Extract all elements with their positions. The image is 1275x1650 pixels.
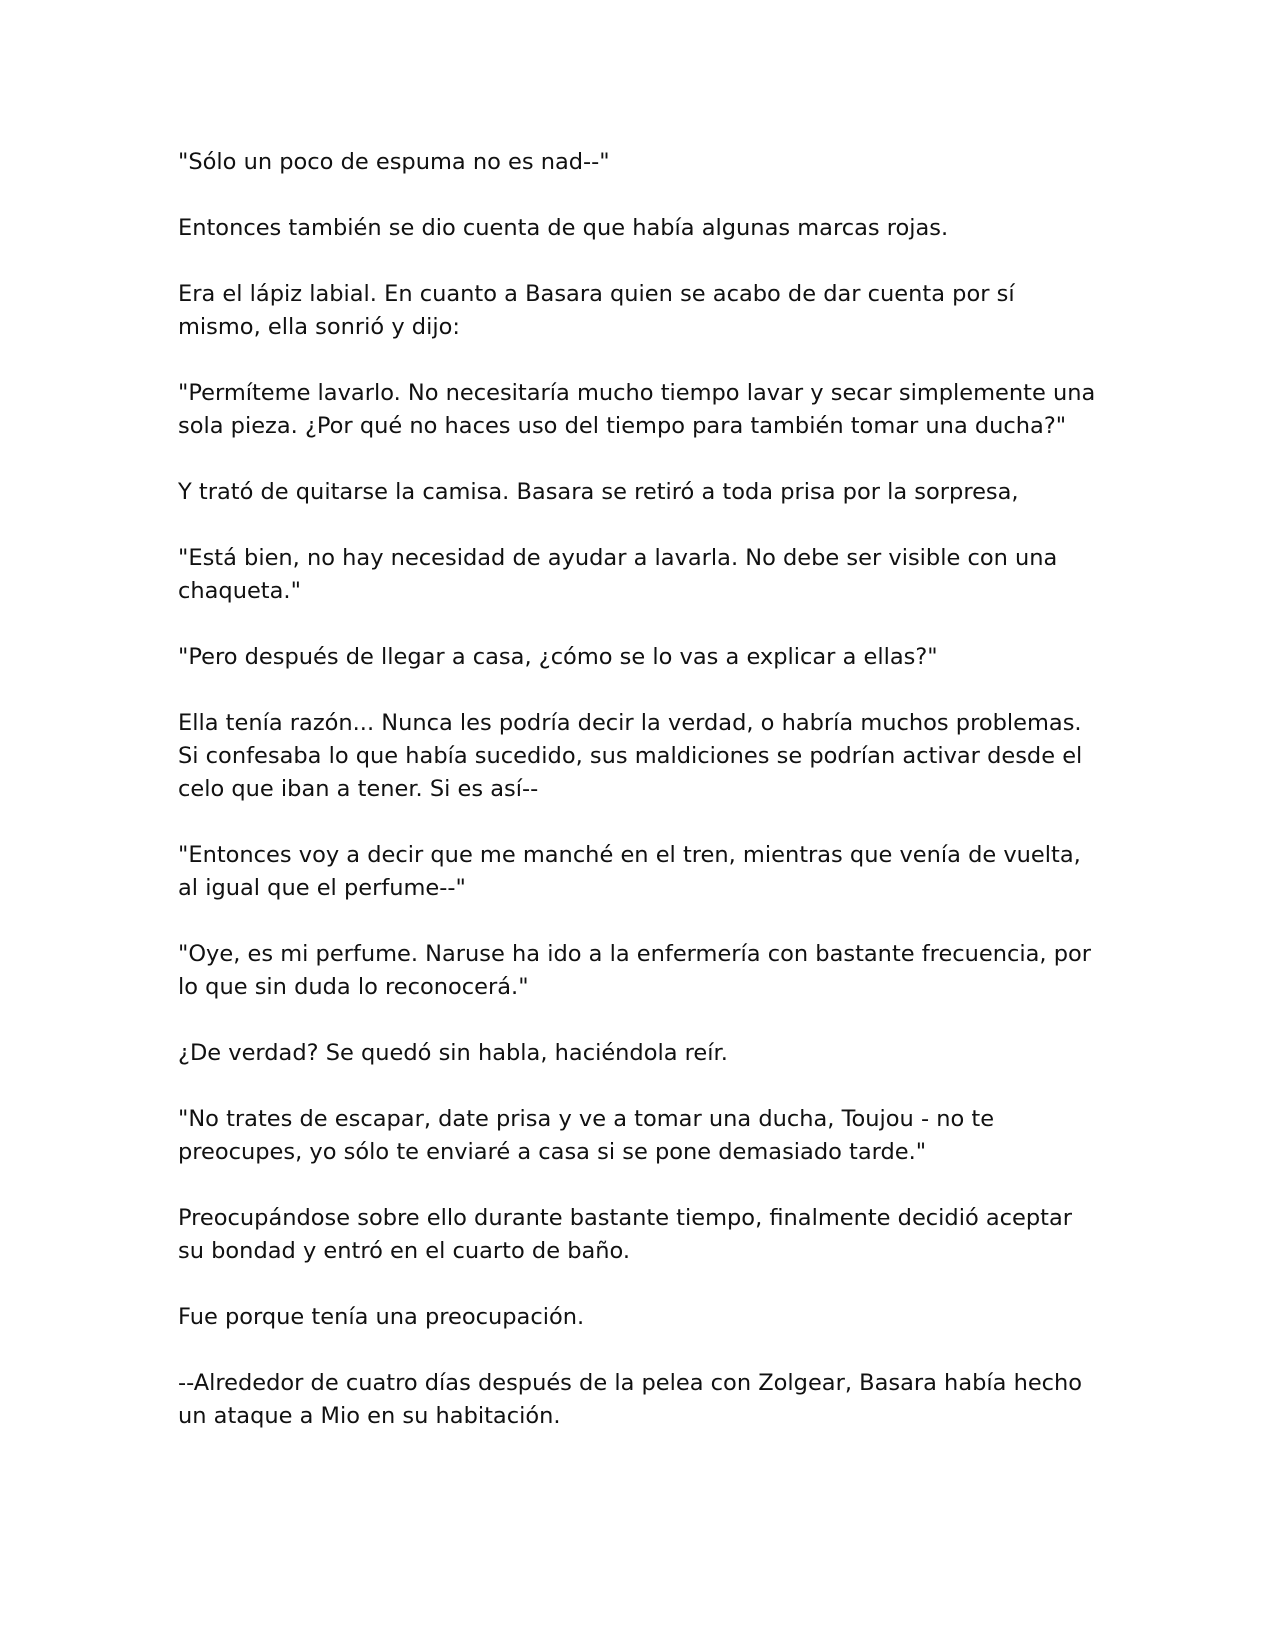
paragraph-5: Y trató de quitarse la camisa. Basara se retiró a toda prisa por la sorpresa, [178,479,1019,505]
paragraph-6: "Está bien, no hay necesidad de ayudar a lavarla. No debe ser visible con una chaqueta." [178,545,1058,604]
paragraph-7: "Pero después de llegar a casa, ¿cómo se lo vas a explicar a ellas?" [178,644,938,670]
paragraph-2: Entonces también se dio cuenta de que había algunas marcas rojas. [178,215,949,241]
paragraph-11: ¿De verdad? Se quedó sin habla, haciéndola reír. [178,1040,728,1066]
paragraph-4: "Permíteme lavarlo. No necesitaría mucho tiempo lavar y secar simplemente una sola pieza. ¿Por qué no haces uso del tiempo para también tomar una ducha?" [178,380,1096,439]
paragraph-3: Era el lápiz labial. En cuanto a Basara quien se acabo de dar cuenta por sí mismo, ella sonrió y dijo: [178,281,1015,340]
paragraph-15: --Alrededor de cuatro días después de la pelea con Zolgear, Basara había hecho un ataque a Mio en su habitación. [178,1370,1083,1429]
paragraph-9: "Entonces voy a decir que me manché en el tren, mientras que venía de vuelta, al igual que el perfume--" [178,842,1081,901]
paragraph-13: Preocupándose sobre ello durante bastante tiempo, finalmente decidió aceptar su bondad y entró en el cuarto de baño. [178,1205,1073,1264]
document-body [178,146,1098,1466]
paragraph-8: Ella tenía razón... Nunca les podría decir la verdad, o habría muchos problemas. Si confesaba lo que había sucedido, sus maldiciones se podrían activar desde el celo que iban a tener. Si es así-- [178,710,1083,802]
paragraph-12: "No trates de escapar, date prisa y ve a tomar una ducha, Toujou - no te preocupes, yo sólo te enviaré a casa si se pone demasiado tarde." [178,1106,995,1165]
paragraph-1: "Sólo un poco de espuma no es nad--" [178,149,610,175]
paragraph-14: Fue porque tenía una preocupación. [178,1304,585,1330]
paragraph-10: "Oye, es mi perfume. Naruse ha ido a la enfermería con bastante frecuencia, por lo que sin duda lo reconocerá." [178,941,1092,1000]
